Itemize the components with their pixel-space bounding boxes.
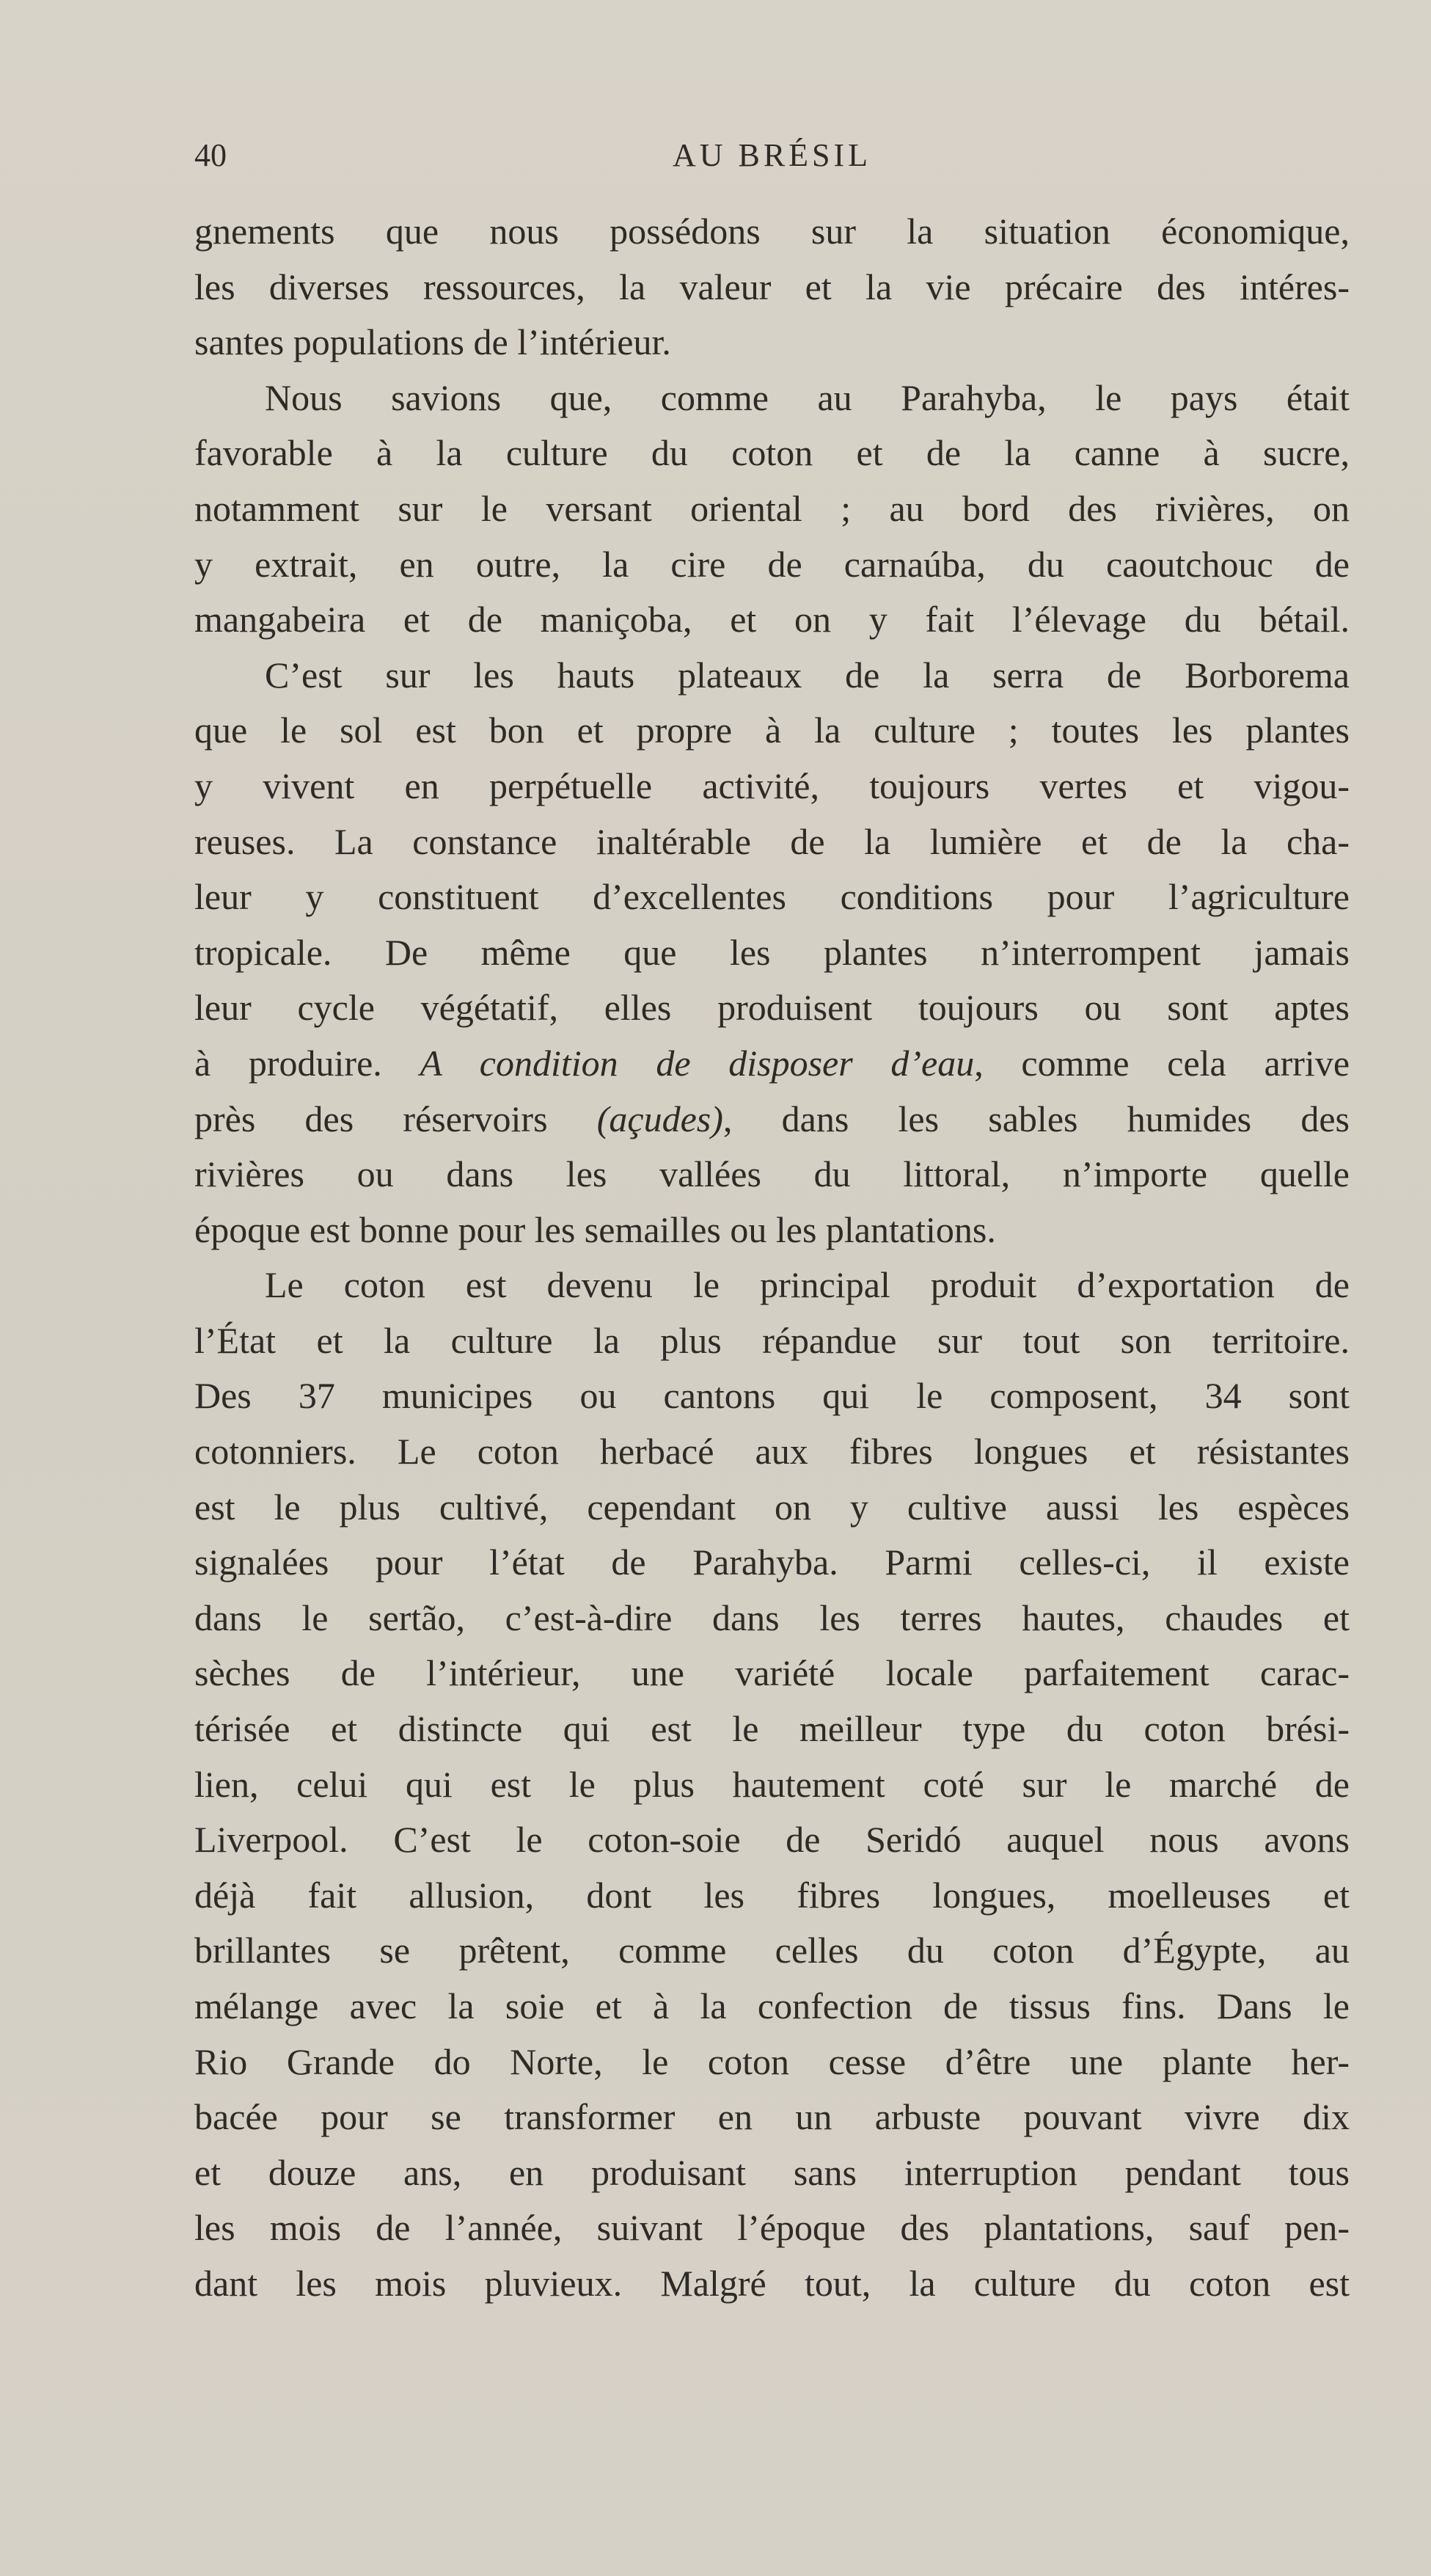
line-text-before: près des réservoirs (194, 1098, 597, 1139)
text-line: Rio Grande do Norte, le coton cesse d’être une plante her- (194, 2040, 1350, 2082)
text-line: bacée pour se transformer en un arbuste pouvant vivre dix (194, 2096, 1350, 2138)
text-line: les mois de l’année, suivant l’époque des plantations, sauf pen- (194, 2207, 1350, 2249)
running-head (194, 136, 1350, 180)
running-title: AU BRÉSIL (672, 137, 872, 173)
text-line: lien, celui qui est le plus hautement coté sur le marché de (194, 1763, 1350, 1805)
text-line: gnements que nous possédons sur la situation économique, (194, 211, 1350, 252)
text-line: mélange avec la soie et à la confection de tissus fins. Dans le (194, 1985, 1350, 2026)
line-text-before: à produire. (194, 1042, 420, 1084)
text-line: Liverpool. C’est le coton-soie de Seridó auquel nous avons (194, 1819, 1350, 1861)
text-line: déjà fait allusion, dont les fibres longues, moelleuses et (194, 1874, 1350, 1916)
line-text-after: , dans les sables humides des (722, 1098, 1350, 1139)
text-line: dant les mois pluvieux. Malgré tout, la culture du coton est (194, 2262, 1350, 2304)
text-line: reuses. La constance inaltérable de la lumière et de la cha- (194, 820, 1350, 862)
body-text (194, 204, 1350, 2312)
line-text-after: , comme cela arrive (974, 1042, 1350, 1084)
text-line: époque est bonne pour les semailles ou les plantations. (194, 1208, 996, 1250)
text-line: santes populations de l’intérieur. (194, 321, 671, 363)
text-line: sèches de l’intérieur, une variété locale parfaitement carac- (194, 1652, 1350, 1694)
italic-phrase: A condition de disposer d’eau (420, 1042, 975, 1084)
page-number: 40 (194, 137, 227, 173)
text-line: est le plus cultivé, cependant on y cultive aussi les espèces (194, 1486, 1350, 1528)
text-line: brillantes se prêtent, comme celles du coton d’Égypte, au (194, 1930, 1350, 1971)
text-line: rivières ou dans les vallées du littoral, n’importe quelle (194, 1153, 1350, 1195)
paragraph-first-line: C’est sur les hauts plateaux de la serra de Borborema (265, 654, 1350, 696)
text-line: signalées pour l’état de Parahyba. Parmi celles-ci, il existe (194, 1541, 1350, 1583)
italic-phrase: (açudes) (596, 1098, 723, 1139)
text-line: dans le sertão, c’est-à-dire dans les terres hautes, chaudes et (194, 1597, 1350, 1638)
paragraph-first-line: Nous savions que, comme au Parahyba, le pays était (265, 376, 1350, 418)
paragraph-first-line: Le coton est devenu le principal produit d’exportation de (265, 1264, 1350, 1306)
text-line: favorable à la culture du coton et de la canne à sucre, (194, 432, 1350, 474)
text-line-with-italic (194, 1092, 1350, 1147)
text-line: y extrait, en outre, la cire de carnaúba, du caoutchouc de (194, 543, 1350, 585)
text-line: et douze ans, en produisant sans interruption pendant tous (194, 2151, 1350, 2193)
text-line: les diverses ressources, la valeur et la vie précaire des intéres- (194, 266, 1350, 307)
text-line: tropicale. De même que les plantes n’interrompent jamais (194, 931, 1350, 973)
text-line-with-italic (194, 1036, 1350, 1092)
text-line: l’État et la culture la plus répandue sur tout son territoire. (194, 1319, 1350, 1361)
text-line: mangabeira et de maniçoba, et on y fait l’élevage du bétail. (194, 599, 1350, 641)
text-line: y vivent en perpétuelle activité, toujours vertes et vigou- (194, 765, 1350, 806)
text-line: cotonniers. Le coton herbacé aux fibres longues et résistantes (194, 1431, 1350, 1473)
text-line: que le sol est bon et propre à la culture ; toutes les plantes (194, 709, 1350, 751)
text-line: notamment sur le versant oriental ; au bord des rivières, on (194, 487, 1350, 529)
text-line: leur cycle végétatif, elles produisent toujours ou sont aptes (194, 987, 1350, 1029)
text-line: térisée et distincte qui est le meilleur type du coton brési- (194, 1708, 1350, 1750)
text-line: leur y constituent d’excellentes conditions pour l’agriculture (194, 876, 1350, 918)
text-line: Des 37 municipes ou cantons qui le composent, 34 sont (194, 1375, 1350, 1417)
